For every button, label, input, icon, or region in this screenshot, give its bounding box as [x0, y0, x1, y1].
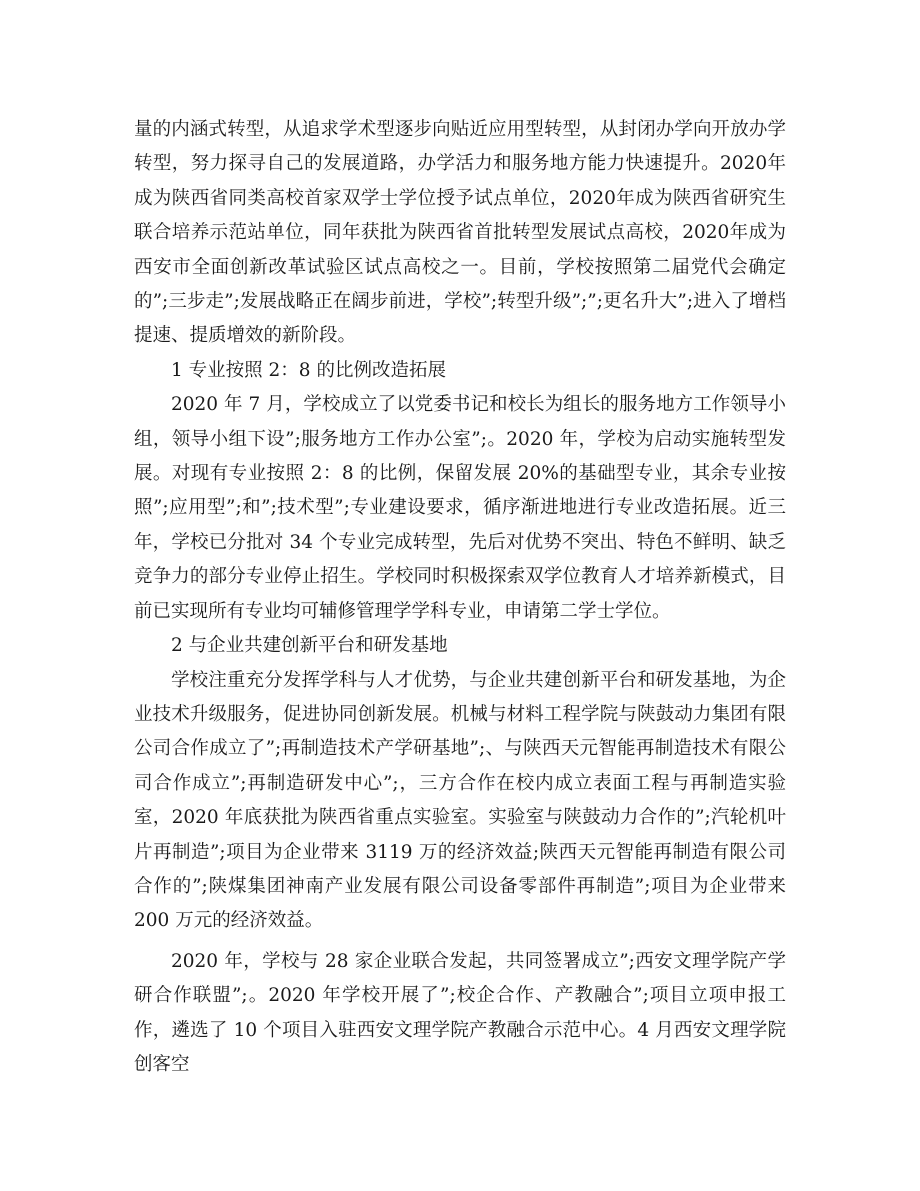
document-body	[134, 113, 786, 1082]
paragraph-alliance: 2020 年，学校与 28 家企业联合发起，共同签署成立”;西安文理学院产学研合作联盟”;。2020 年学校开展了”;校企合作、产教融合”;项目立项申报工作，遴选了 10 个项目入驻西安文理学院产教融合示范中心。4 月西安文理学院创客空	[134, 950, 786, 1075]
paragraph-intro-continued: 量的内涵式转型，从追求学术型逐步向贴近应用型转型，从封闭办学向开放办学转型，努力探寻自己的发展道路，办学活力和服务地方能力快速提升。2020年成为陕西省同类高校首家双学士学位授予试点单位，2020年成为陕西省研究生联合培养示范站单位，同年获批为陕西省首批转型发展试点高校，2020年成为西安市全面创新改革试验区试点高校之一。目前，学校按照第二届党代会确定的”;三步走”;发展战略正在阔步前进，学校”;转型升级”;”;更名升大”;进入了增档提速、提质增效的新阶段。	[134, 119, 786, 347]
paragraph-section-1: 2020 年 7 月，学校成立了以党委书记和校长为组长的服务地方工作领导小组，领导小组下设”;服务地方工作办公室”;。2020 年，学校为启动实施转型发展。对现有专业按照 2：8 的比例，保留发展 20%的基础型专业，其余专业按照”;应用型”;和”;技术型”;专业建设要求，循序渐进地进行专业改造拓展。近三年，学校已分批对 34 个专业完成转型，先后对优势不突出、特色不鲜明、缺乏竞争力的部分专业停止招生。学校同时积极探索双学位教育人才培养新模式，目前已实现所有专业均可辅修管理学学科专业，申请第二学士学位。	[134, 394, 786, 622]
section-heading-1: 1 专业按照 2：8 的比例改造拓展	[171, 359, 446, 381]
section-heading-2: 2 与企业共建创新平台和研发基地	[171, 635, 448, 657]
paragraph-section-2: 学校注重充分发挥学科与人才优势，与企业共建创新平台和研发基地，为企业技术升级服务，促进协同创新发展。机械与材料工程学院与陕鼓动力集团有限公司合作成立了”;再制造技术产学研基地”;、与陕西天元智能再制造技术有限公司合作成立”;再制造研发中心”;，三方合作在校内成立表面工程与再制造实验室，2020 年底获批为陕西省重点实验室。实验室与陕鼓动力合作的”;汽轮机叶片再制造”;项目为企业带来 3119 万的经济效益;陕西天元智能再制造有限公司合作的”;陕煤集团神南产业发展有限公司设备零部件再制造”;项目为企业带来 200 万元的经济效益。	[134, 669, 786, 932]
